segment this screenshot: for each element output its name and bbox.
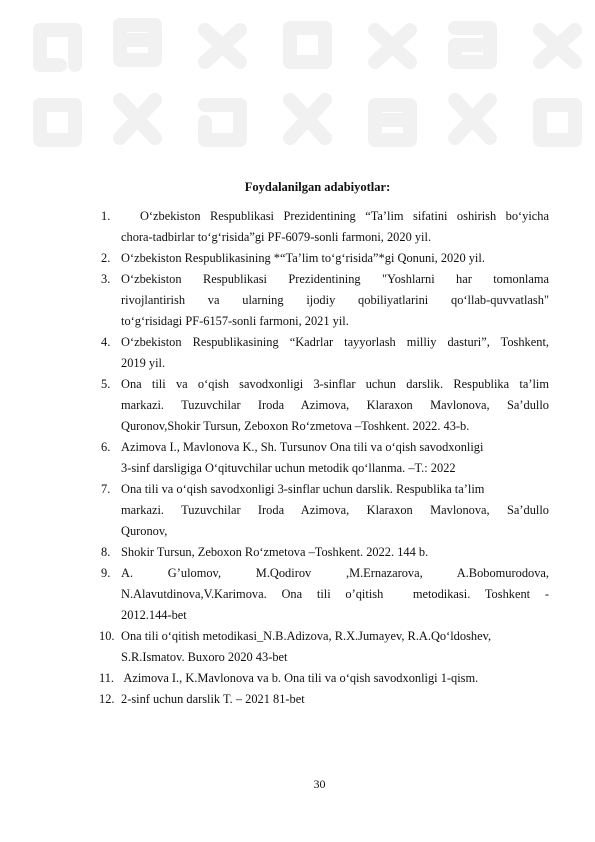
reference-line: S.R.Ismatov. Buxoro 2020 43-bet: [121, 650, 288, 664]
reference-line: O‘zbekiston Respublikasi Prezidentining “Ta’lim sifatini oshirish bo‘yicha: [121, 209, 549, 223]
reference-item-12: [101, 689, 549, 710]
reference-number: 9.: [101, 566, 111, 580]
reference-number: 2.: [101, 251, 111, 265]
reference-line: O‘zbekiston Respublikasining “Kadrlar tayyorlash milliy dasturi”, Toshkent,: [121, 335, 549, 349]
reference-item-1: [101, 206, 549, 248]
references-heading: Foydalanilgan adabiyotlar:: [244, 180, 391, 194]
reference-item-7: [101, 479, 549, 542]
reference-number: 1.: [101, 209, 111, 223]
reference-item-3: [101, 269, 549, 332]
reference-line: O‘zbekiston Respublikasi Prezidentining "Yoshlarni har tomonlama: [121, 272, 549, 286]
reference-line: N.Alavutdinova,V.Karimova. Ona tili o’qitish metodikasi. Toshkent -: [121, 587, 549, 601]
reference-line: Ona tili va o‘qish savodxonligi 3-sinflar uchun darslik. Respublika ta’lim: [121, 482, 485, 496]
reference-number: 7.: [101, 482, 111, 496]
references-list: [101, 206, 549, 710]
reference-number: 5.: [101, 377, 111, 391]
reference-item-5: [101, 374, 549, 437]
reference-line: Shokir Tursun, Zeboxon Ro‘zmetova –Toshkent. 2022. 144 b.: [121, 545, 429, 559]
reference-item-9: [101, 563, 549, 626]
reference-line: 3-sinf darsligiga O‘qituvchilar uchun metodik qo‘llanma. –T.: 2022: [121, 461, 456, 475]
reference-line: Quronov,Shokir Tursun, Zeboxon Ro‘zmetova –Toshkent. 2022. 43-b.: [121, 419, 470, 433]
reference-item-4: [101, 332, 549, 374]
reference-line: rivojlantirish va ularning ijodiy qobiliyatlarini qo‘llab-quvvatlash": [121, 293, 549, 307]
reference-line: markazi. Tuzuvchilar Iroda Azimova, Klaraxon Mavlonova, Sa’dullo: [121, 503, 549, 517]
reference-line: chora-tadbirlar to‘g‘risida”gi PF-6079-sonli farmoni, 2020 yil.: [121, 230, 432, 244]
reference-item-11: [101, 668, 549, 689]
reference-line: 2019 yil.: [121, 356, 166, 370]
reference-item-8: [101, 542, 549, 563]
reference-item-6: [101, 437, 549, 479]
reference-number: 4.: [101, 335, 111, 349]
reference-line: markazi. Tuzuvchilar Iroda Azimova, Klaraxon Mavlonova, Sa’dullo: [121, 398, 549, 412]
reference-line: Quronov,: [121, 524, 168, 538]
reference-line: Ona tili o‘qitish metodikasi_N.B.Adizova, R.X.Jumayev, R.A.Qo‘ldoshev,: [121, 629, 492, 643]
reference-line: 2012.144-bet: [121, 608, 187, 622]
reference-line: Azimova I., K.Mavlonova va b. Ona tili va o‘qish savodxonligi 1-qism.: [121, 671, 479, 685]
reference-item-10: [101, 626, 549, 668]
reference-number: 3.: [101, 272, 111, 286]
reference-line: to‘g‘risidagi PF-6157-sonli farmoni, 2021 yil.: [121, 314, 349, 328]
reference-line: Ona tili va o‘qish savodxonligi 3-sinflar uchun darslik. Respublika ta’lim: [121, 377, 549, 391]
page-number: 30: [313, 777, 326, 791]
reference-number: 11.: [99, 671, 115, 685]
reference-item-2: [101, 248, 549, 269]
reference-number: 12.: [99, 692, 115, 706]
reference-line: 2-sinf uchun darslik T. – 2021 81-bet: [121, 692, 305, 706]
reference-number: 10.: [99, 629, 115, 643]
reference-line: A. G’ulomov, M.Qodirov ,M.Ernazarova, A.Bobomurodova,: [121, 566, 549, 580]
reference-line: O‘zbekiston Respublikasining *“Ta’lim to‘g‘risida”*gi Qonuni, 2020 yil.: [121, 251, 485, 265]
reference-number: 6.: [101, 440, 111, 454]
reference-number: 8.: [101, 545, 111, 559]
reference-line: Azimova I., Mavlonova K., Sh. Tursunov Ona tili va o‘qish savodxonligi: [121, 440, 484, 454]
